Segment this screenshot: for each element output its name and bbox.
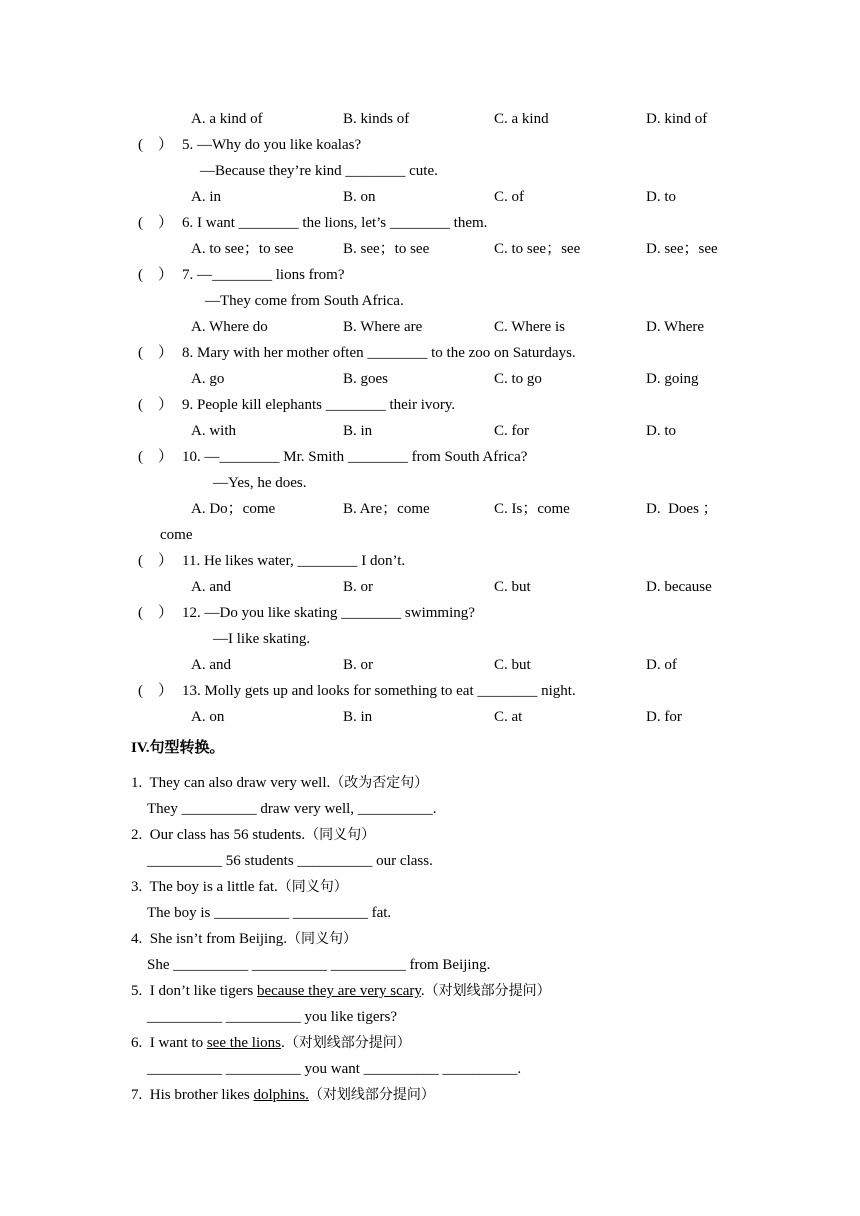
q5-question: 5. —Why do you like koalas? [182,137,362,153]
q10-line2: —Yes, he does. [213,475,307,491]
answer-bracket: ( ） [138,345,173,361]
q7-option-c: C. Where is [494,319,565,335]
q9-option-a: A. with [191,423,236,439]
q4-option-c: C. a kind [494,111,549,127]
q7-question: 7. —________ lions from? [182,267,345,283]
s6-question: 6. I want to see the lions.（对划线部分提问） [131,1035,411,1051]
q7-option-a: A. Where do [191,319,268,335]
q4-option-b: B. kinds of [343,111,410,127]
q4-option-a: A. a kind of [191,111,263,127]
underlined-part: dolphins. [253,1087,309,1103]
q9-question: 9. People kill elephants ________ their ivory. [182,397,456,413]
q12-option-a: A. and [191,657,231,673]
q5-option-c: C. of [494,189,524,205]
s4-answer: She __________ __________ __________ from Beijing. [147,957,491,973]
q12-line2: —I like skating. [213,631,311,647]
q7-option-d: D. Where [646,319,705,335]
q10-option-d-wrap: come [160,527,193,543]
s7-question: 7. His brother likes dolphins.（对划线部分提问） [131,1087,435,1103]
q13-option-b: B. in [343,709,373,725]
q9-option-b: B. in [343,423,373,439]
q10-option-a: A. Do；come [191,501,276,517]
answer-bracket: ( ） [138,449,173,465]
answer-bracket: ( ） [138,137,173,153]
q8-option-a: A. go [191,371,225,387]
q6-option-b: B. see；to see [343,241,430,257]
q7-line2: —They come from South Africa. [205,293,404,309]
answer-bracket: ( ） [138,267,173,283]
q6-option-a: A. to see；to see [191,241,294,257]
q6-option-d: D. see；see [646,241,718,257]
q7-option-b: B. Where are [343,319,423,335]
q9-option-d: D. to [646,423,676,439]
q11-option-c: C. but [494,579,531,595]
q13-option-a: A. on [191,709,225,725]
s6-answer: __________ __________ you want __________ __________. [147,1061,522,1077]
underlined-part: see the lions [206,1035,281,1051]
q11-option-a: A. and [191,579,231,595]
answer-bracket: ( ） [138,605,173,621]
s5-question: 5. I don’t like tigers because they are very scary.（对划线部分提问） [131,983,551,999]
s3-answer: The boy is __________ __________ fat. [147,905,392,921]
answer-bracket: ( ） [138,215,173,231]
q4-option-d: D. kind of [646,111,708,127]
q5-option-a: A. in [191,189,221,205]
q10-option-b: B. Are；come [343,501,430,517]
q8-option-b: B. goes [343,371,388,387]
q9-option-c: C. for [494,423,529,439]
q12-option-c: C. but [494,657,531,673]
q5-option-b: B. on [343,189,376,205]
q10-question: 10. —________ Mr. Smith ________ from South Africa? [182,449,528,465]
s4-question: 4. She isn’t from Beijing.（同义句） [131,931,357,947]
q6-question: 6. I want ________ the lions, let’s ________ them. [182,215,488,231]
s1-question: 1. They can also draw very well.（改为否定句） [131,775,429,791]
q12-option-b: B. or [343,657,373,673]
s2-answer: __________ 56 students __________ our class. [147,853,433,869]
q11-option-b: B. or [343,579,373,595]
section-heading: IV.句型转换。 [131,740,225,756]
q13-option-d: D. for [646,709,682,725]
q8-question: 8. Mary with her mother often ________ to the zoo on Saturdays. [182,345,576,361]
q13-question: 13. Molly gets up and looks for something to eat ________ night. [182,683,576,699]
q6-option-c: C. to see；see [494,241,581,257]
q12-option-d: D. of [646,657,677,673]
q8-option-c: C. to go [494,371,542,387]
answer-bracket: ( ） [138,683,173,699]
q12-question: 12. —Do you like skating ________ swimming? [182,605,475,621]
s2-question: 2. Our class has 56 students.（同义句） [131,827,376,843]
q5-option-d: D. to [646,189,676,205]
q10-option-d: D. Does ； [646,501,718,517]
q10-option-c: C. Is；come [494,501,570,517]
underlined-part: because they are very scary [256,983,421,999]
q5-line2: —Because they’re kind ________ cute. [200,163,438,179]
q11-question: 11. He likes water, ________ I don’t. [182,553,406,569]
answer-bracket: ( ） [138,553,173,569]
q13-option-c: C. at [494,709,523,725]
s5-answer: __________ __________ you like tigers? [147,1009,397,1025]
answer-bracket: ( ） [138,397,173,413]
s3-question: 3. The boy is a little fat.（同义句） [131,879,348,895]
q8-option-d: D. going [646,371,699,387]
s1-answer: They __________ draw very well, __________. [147,801,437,817]
q11-option-d: D. because [646,579,712,595]
